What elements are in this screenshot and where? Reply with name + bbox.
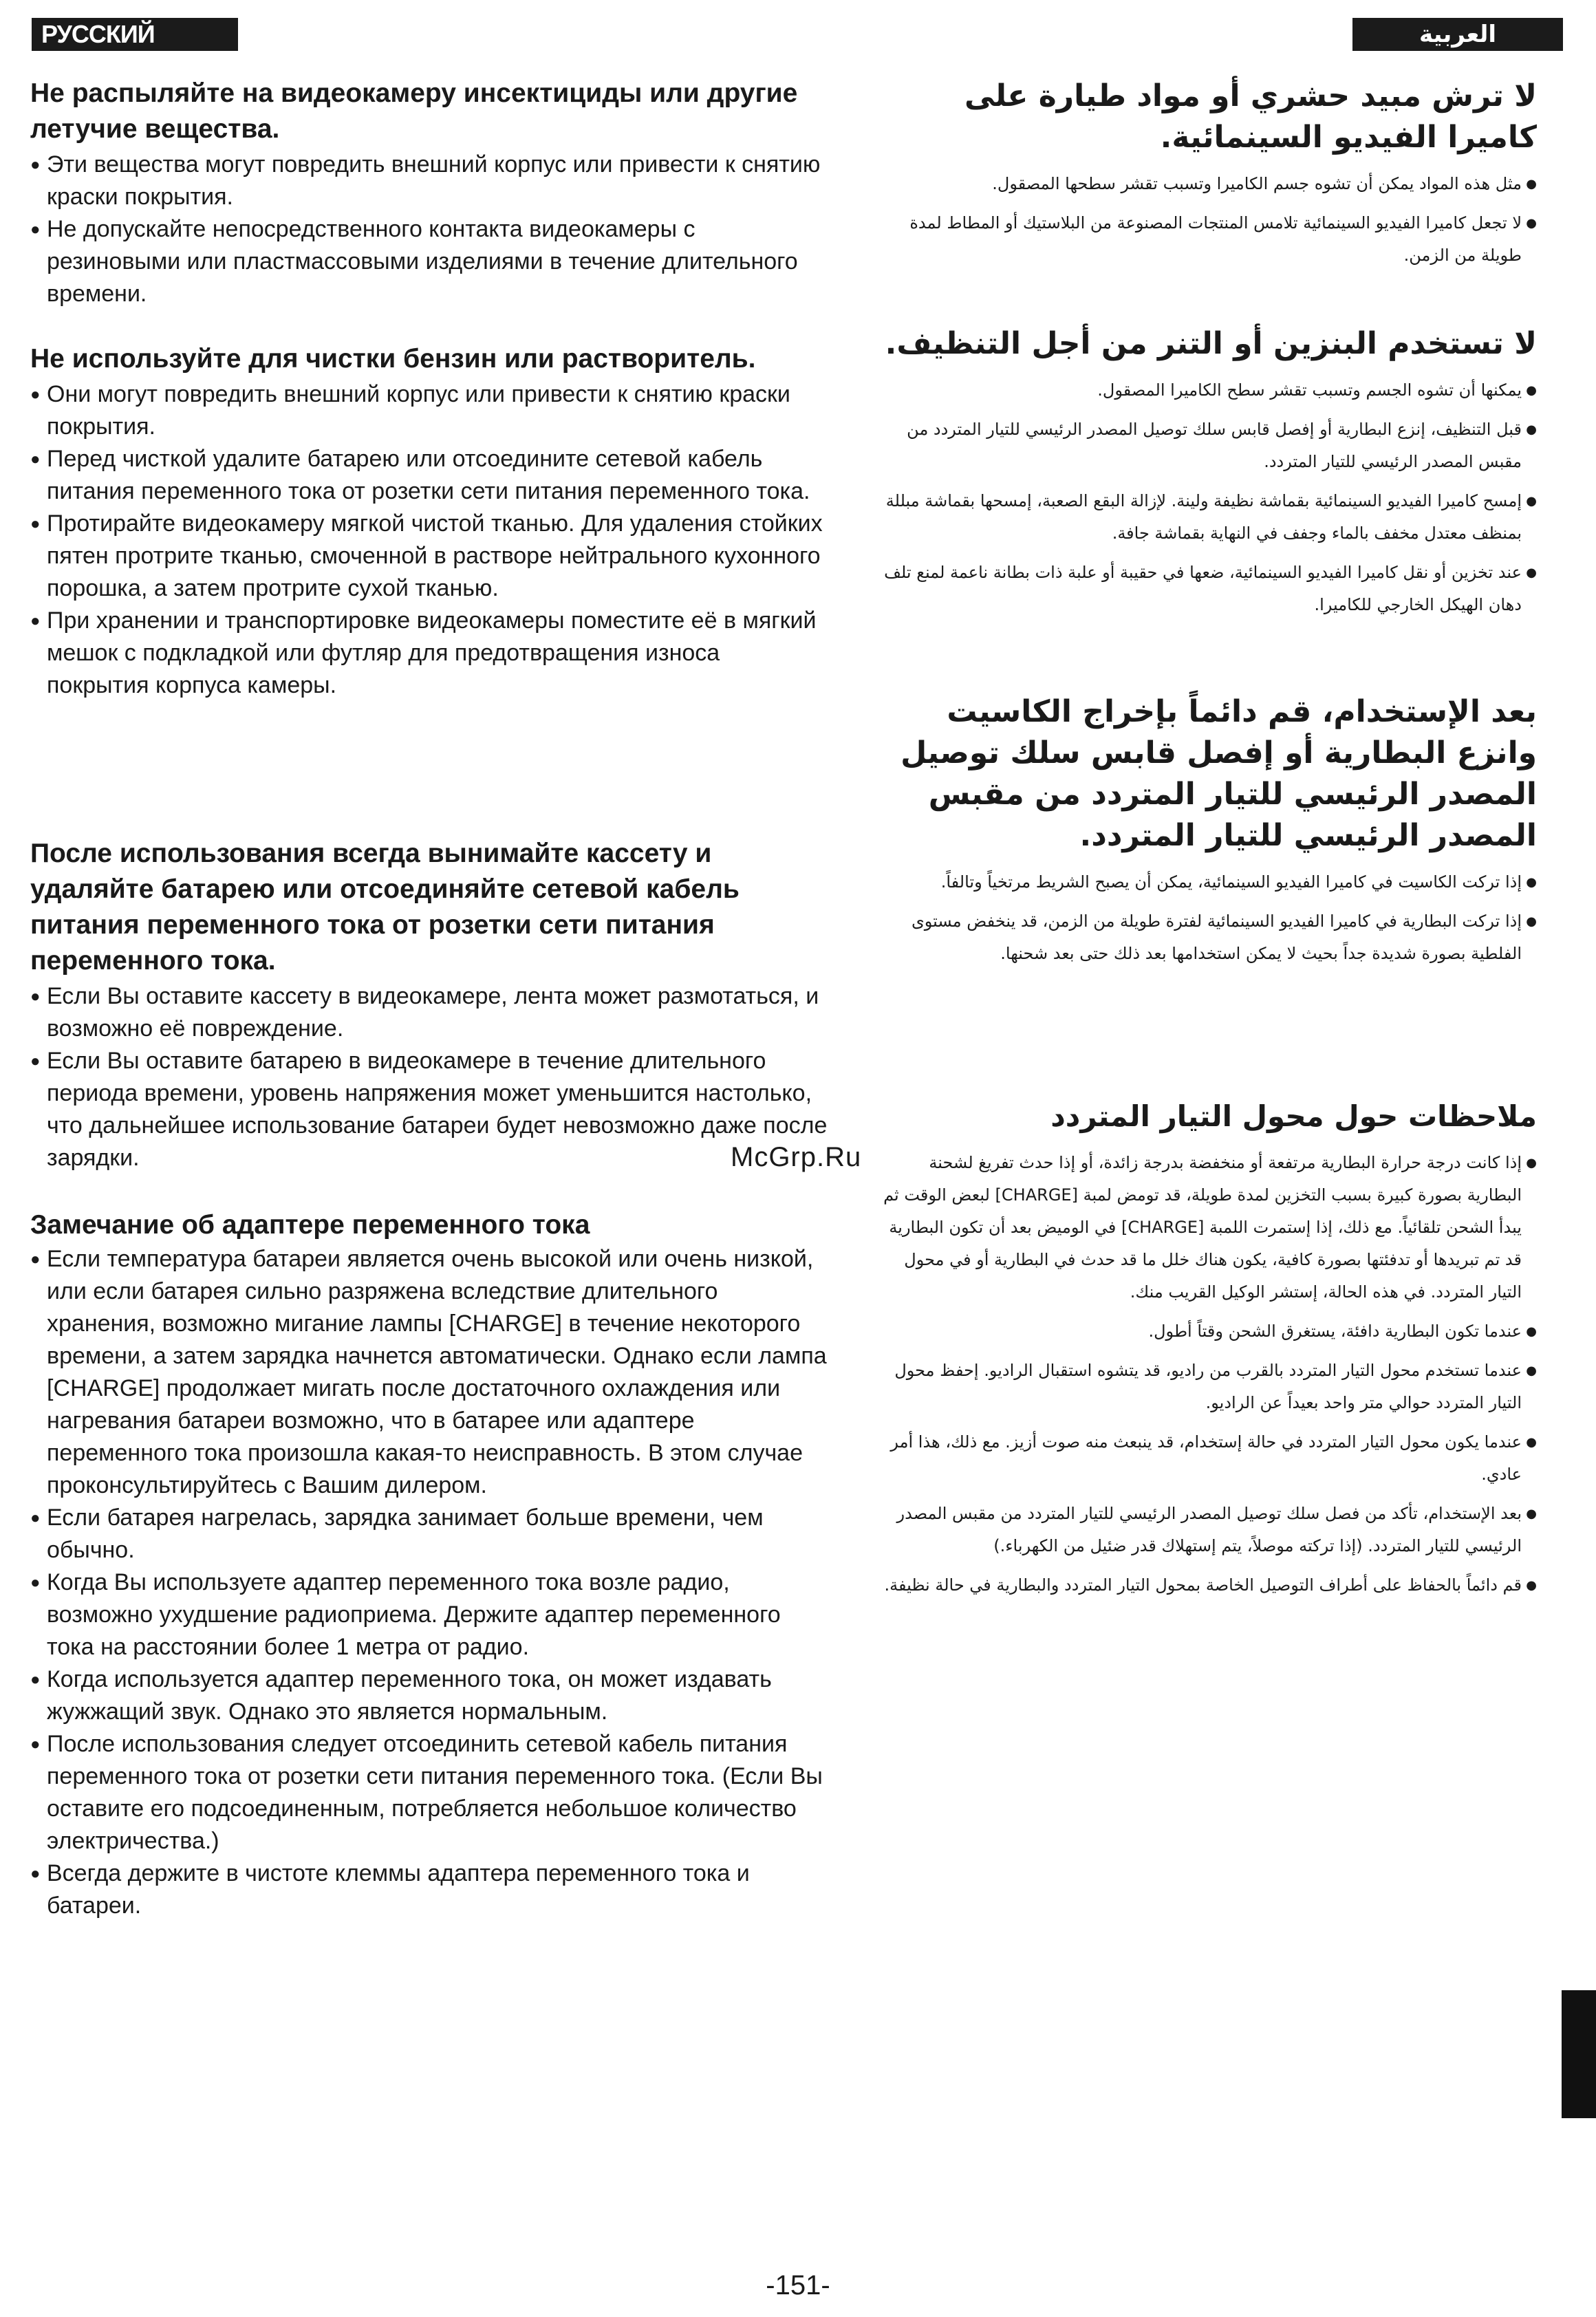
list-item: ● إذا كانت درجة حرارة البطارية مرتفعة أو منخفضة بدرجة زائدة، أو إذا حدث تفريغ لشحنة البطارية بصورة كبيرة بسبب التخزين لمدة طويلة، قد تومض لمبة [CHARGE] لبعض الوقت ثم يبدأ الشحن تلقائياً. مع ذلك، إذا إستمرت اللمبة [CHARGE] في الوميض بعد أن تكون البطارية قد تم تبريدها أو تدفئتها بصورة كافية، يكون هناك خلل ما قد حدث في البطارية أو في محول التيار المتردد. في هذه الحالة، إستشر الوكيل القريب منك. xyxy=(872,1147,1537,1308)
list-item: ● بعد الإستخدام، تأكد من فصل سلك توصيل المصدر الرئيسي للتيار المتردد من مقبس المصدر الرئيسي للتيار المتردد. (إذا تركته موصلاً، يتم إستهلاك قدر ضئيل من الكهرباء.) xyxy=(872,1498,1537,1562)
list-item: ● При хранении и транспортировке видеокамеры поместите её в мягкий мешок с подкладкой или футляр для предотвращения износа покрытия корпуса камеры. xyxy=(30,605,828,702)
bullet-list xyxy=(872,866,1537,970)
ru-section-ac-adaptor xyxy=(30,1207,828,1922)
list-item: ● Если температура батареи является очень высокой или очень низкой, или если батарея сильно разряжена вследствие длительного хранения, возможно мигание лампы [CHARGE] в течение некоторого времени, а затем зарядка начнется автоматически. Однако если лампа [CHARGE] продолжает мигать после достаточного охлаждения или нагревания батареи возможно, что в батарее или адаптере переменного тока произошла какая-то неисправность. В этом случае проконсультируйтесь с Вашим дилером. xyxy=(30,1243,828,1502)
ar-section-ac-adaptor xyxy=(872,1097,1537,1608)
section-heading: ملاحظات حول محول التيار المتردد xyxy=(1050,1099,1537,1133)
list-item: ● إمسح كاميرا الفيديو السينمائية بقماشة نظيفة ولينة. لإزالة البقع الصعبة، إمسحها بقماشة مبللة بمنظف معتدل مخفف بالماء وجفف في النهاية بقماشة جافة. xyxy=(872,485,1537,550)
section-heading: Замечание об адаптере переменного тока xyxy=(30,1210,590,1240)
list-item: ● عند تخزين أو نقل كاميرا الفيديو السينمائية، ضعها في حقيبة أو علبة ذات بطانة ناعمة لمنع تلف دهان الهيكل الخارجي للكاميرا. xyxy=(872,557,1537,621)
section-heading: После использования всегда вынимайте кассету и удаляйте батарею или отсоединяйте сетевой кабель питания переменного тока от розетки сети питания переменного тока. xyxy=(30,839,740,976)
bullet-list xyxy=(30,378,828,702)
side-index-tab xyxy=(1562,1990,1596,2118)
ru-section-insecticides xyxy=(30,76,828,310)
bullet-list xyxy=(872,168,1537,272)
list-item: ● Они могут повредить внешний корпус или привести к снятию краски покрытия. xyxy=(30,378,828,443)
section-heading: لا تستخدم البنزين أو التنر من أجل التنظيف. xyxy=(885,326,1537,361)
list-item: ● Эти вещества могут повредить внешний корпус или привести к снятию краски покрытия. xyxy=(30,149,828,213)
list-item: ● Всегда держите в чистоте клеммы адаптера переменного тока и батареи. xyxy=(30,1857,828,1922)
list-item: ● عندما تكون البطارية دافئة، يستغرق الشحن وقتاً أطول. xyxy=(872,1315,1537,1348)
list-item: ● قم دائماً بالحفاظ على أطراف التوصيل الخاصة بمحول التيار المتردد والبطارية في حالة نظيفة. xyxy=(872,1569,1537,1602)
list-item: ● Если Вы оставите батарею в видеокамере в течение длительного периода времени, уровень напряжения может уменьшится настолько, что дальнейшее использование батареи будет невозможно даже после зарядки. xyxy=(30,1045,828,1174)
ar-section-after-use xyxy=(872,691,1537,977)
bullet-list xyxy=(872,1147,1537,1602)
list-item: ● إذا تركت الكاسيت في كاميرا الفيديو السينمائية، يمكن أن يصبح الشريط مرتخياً وتالفاً. xyxy=(872,866,1537,898)
list-item: ● قبل التنظيف، إنزع البطارية أو إفصل قابس سلك توصيل المصدر الرئيسي للتيار المتردد من مقبس المصدر الرئيسي للتيار المتردد. xyxy=(872,413,1537,478)
language-tag-arabic: العربية xyxy=(1352,18,1563,51)
section-heading: بعد الإستخدام، قم دائماً بإخراج الكاسيت وانزع البطارية أو إفصل قابس سلك توصيل المصدر الرئيسي للتيار المتردد من مقبس المصدر الرئيسي للتيار المتردد. xyxy=(901,694,1537,853)
list-item: ● Когда используется адаптер переменного тока, он может издавать жужжащий звук. Однако это является нормальным. xyxy=(30,1663,828,1728)
list-item: ● عندما تستخدم محول التيار المتردد بالقرب من راديو، قد يتشوه استقبال الراديو. إحفظ محول التيار المتردد حوالي متر واحد بعيداً عن الراديو. xyxy=(872,1355,1537,1419)
bullet-list xyxy=(872,374,1537,621)
list-item: ● Когда Вы используете адаптер переменного тока возле радио, возможно ухудшение радиоприема. Держите адаптер переменного тока на расстоянии более 1 метра от радио. xyxy=(30,1566,828,1663)
list-item: ● Протирайте видеокамеру мягкой чистой тканью. Для удаления стойких пятен протрите тканью, смоченной в растворе нейтрального кухонного порошка, а затем протрите сухой тканью. xyxy=(30,508,828,605)
ru-section-after-use xyxy=(30,836,828,1174)
list-item: ● عندما يكون محول التيار المتردد في حالة إستخدام، قد ينبعث منه صوت أزيز. مع ذلك، هذا أمر عادي. xyxy=(872,1426,1537,1491)
language-tag-russian: РУССКИЙ ЯЗЫК xyxy=(32,18,238,51)
page-number: -151- xyxy=(766,2270,830,2300)
list-item: ● После использования следует отсоединить сетевой кабель питания переменного тока от розетки сети питания переменного тока. (Если Вы оставите его подсоединенным, потребляется небольшое количество электричества.) xyxy=(30,1728,828,1857)
list-item: ● يمكنها أن تشوه الجسم وتسبب تقشر سطح الكاميرا المصقول. xyxy=(872,374,1537,407)
list-item: ● Не допускайте непосредственного контакта видеокамеры с резиновыми или пластмассовыми изделиями в течение длительного времени. xyxy=(30,213,828,310)
list-item: ● إذا تركت البطارية في كاميرا الفيديو السينمائية لفترة طويلة من الزمن، قد ينخفض مستوى الفلطية بصورة شديدة جداً بحيث لا يمكن استخدامها بعد ذلك حتى بعد شحنها. xyxy=(872,905,1537,970)
bullet-list xyxy=(30,1243,828,1922)
list-item: ● Если батарея нагрелась, зарядка занимает больше времени, чем обычно. xyxy=(30,1502,828,1566)
ar-section-insecticides xyxy=(872,76,1537,279)
section-heading: لا ترش مبيد حشري أو مواد طيارة على كاميرا الفيديو السينمائية. xyxy=(964,78,1537,155)
ar-section-cleaning xyxy=(872,323,1537,628)
bullet-list xyxy=(30,980,828,1174)
watermark: McGrp.Ru xyxy=(731,1142,862,1172)
bullet-list xyxy=(30,149,828,310)
section-heading: Не распыляйте на видеокамеру инсектициды или другие летучие вещества. xyxy=(30,78,798,144)
list-item: ● لا تجعل كاميرا الفيديو السينمائية تلامس المنتجات المصنوعة من البلاستيك أو المطاط لمدة طويلة من الزمن. xyxy=(872,207,1537,272)
list-item: ● Если Вы оставите кассету в видеокамере, лента может размотаться, и возможно её повреждение. xyxy=(30,980,828,1045)
section-heading: Не используйте для чистки бензин или растворитель. xyxy=(30,344,756,374)
list-item: ● مثل هذه المواد يمكن أن تشوه جسم الكاميرا وتسبب تقشر سطحها المصقول. xyxy=(872,168,1537,200)
list-item: ● Перед чисткой удалите батарею или отсоедините сетевой кабель питания переменного тока от розетки сети питания переменного тока. xyxy=(30,443,828,508)
ru-section-cleaning xyxy=(30,341,828,702)
